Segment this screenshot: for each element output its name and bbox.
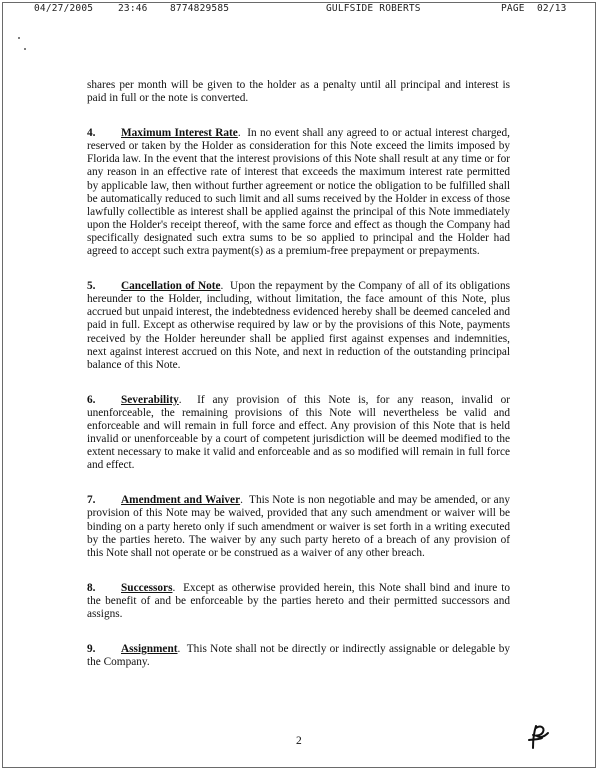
section-heading: Successors — [121, 581, 173, 594]
section-number: 6. — [87, 393, 96, 406]
section-number: 5. — [87, 280, 96, 293]
section-heading: Maximum Interest Rate — [121, 127, 238, 140]
fax-page-label: PAGE — [501, 3, 525, 14]
section-paragraph: 4. Maximum Interest Rate. In no event shall any agreed to or actual interest charged, reserved or taken by the Holder as consideration for this Note exceed the limits imposed by Florida law. In the event that the interest provisions of this Note shall result at any time or for any reason in an effective rate of interest that exceeds the maximum interest rate permitted by applicable law, then without further agreement or notice the obligation to be fulfilled shall be automatically reduced to such limit and all sums received by the Holder in excess of those lawfully collectible as interest shall be applied against the principal of this Note immediately upon the Holder's receipt thereof, with the same force and effect as though the Company had specifically designated such extra sums to be so applied to principal and the Holder had agreed to accept such extra payment(s) as a premium-free prepayment or prepayments. — [87, 127, 510, 258]
section-number: 4. — [87, 127, 96, 140]
handwritten-initials — [524, 722, 550, 750]
section-text: This Note is non negotiable and may be amended, or any provision of this Note may be waived, provided that any such amendment or waiver will be binding on a party hereto only if such amendment or waiver is set forth in a writing executed by the parties hereto. The waiver by any such party hereto of a breach of any provision of this Note shall not operate or be construed as a waiver of any other breach. — [87, 494, 510, 559]
section-number: 8. — [87, 581, 96, 594]
sections-list — [87, 127, 510, 669]
section-paragraph: 7. Amendment and Waiver. This Note is non negotiable and may be amended, or any provision of this Note may be waived, provided that any such amendment or waiver will be binding on a party hereto only if such amendment or waiver is set forth in a writing executed by the parties hereto. The waiver by any such party hereto of a breach of any provision of this Note shall not operate or be construed as a waiver of any other breach. — [87, 494, 510, 559]
section-heading: Assignment — [121, 643, 178, 656]
scan-speck — [24, 48, 26, 50]
section-paragraph: 8. Successors. Except as otherwise provided herein, this Note shall bind and inure to the benefit of and be enforceable by the parties hereto and their permitted successors and assigns. — [87, 581, 510, 620]
document-body — [87, 79, 510, 669]
fax-page-number: 02/13 — [537, 3, 567, 14]
section-heading: Cancellation of Note — [121, 280, 221, 293]
fax-header — [0, 0, 600, 14]
section-text: Except as otherwise provided herein, this Note shall bind and inure to the benefit of and be enforceable by the parties hereto and their permitted successors and assigns. — [87, 581, 510, 620]
fax-sender: GULFSIDE ROBERTS — [326, 3, 421, 14]
fax-time: 23:46 — [118, 3, 148, 14]
section-paragraph: 9. Assignment. This Note shall not be directly or indirectly assignable or delegable by the Company. — [87, 643, 510, 669]
scan-speck — [18, 37, 20, 39]
section-heading: Severability — [121, 393, 179, 406]
section-paragraph: 5. Cancellation of Note. Upon the repayment by the Company of all of its obligations hereunder to the Holder, including, without limitation, the face amount of this Note, plus accrued but unpaid interest, the indebtedness evidenced hereby shall be deemed canceled and paid in full. Except as otherwise required by law or by the provisions of this Note, payments received by the Holder hereunder shall be applied first against expenses and indemnities, next against interest accrued on this Note, and next in reduction of the outstanding principal balance of this Note. — [87, 280, 510, 371]
section-paragraph: 6. Severability. If any provision of this Note is, for any reason, invalid or unenforceable, the remaining provisions of this Note will nevertheless be valid and enforceable and will remain in full force and effect. Any provision of this Note that is held invalid or unenforceable by a court of competent jurisdiction will be deemed modified to the extent necessary to make it valid and enforceable and as so modified will remain in full force and effect. — [87, 393, 510, 472]
page-number: 2 — [296, 735, 302, 747]
opening-paragraph: shares per month will be given to the holder as a penalty until all principal and interest is paid in full or the note is converted. — [87, 79, 510, 105]
section-text: In no event shall any agreed to or actual interest charged, reserved or taken by the Holder as consideration for this Note exceed the limits imposed by Florida law. In the event that the interest provisions of this Note shall result at any time or for any reason in an effective rate of interest that exceeds the maximum interest rate permitted by applicable law, then without further agreement or notice the obligation to be fulfilled shall be automatically reduced to such limit and all sums received by the Holder in excess of those lawfully collectible as interest shall be applied against the principal of this Note immediately upon the Holder's receipt thereof, with the same force and effect as though the Company had specifically designated such extra sums to be so applied to principal and the Holder had agreed to accept such extra payment(s) as a premium-free prepayment or prepayments. — [87, 127, 510, 258]
section-number: 7. — [87, 494, 96, 507]
section-heading: Amendment and Waiver — [121, 494, 241, 507]
section-text: If any provision of this Note is, for any reason, invalid or unenforceable, the remaining provisions of this Note will nevertheless be valid and enforceable and will remain in full force and effect. Any provision of this Note that is held invalid or unenforceable by a court of competent jurisdiction will be deemed modified to the extent necessary to make it valid and enforceable and as so modified will remain in full force and effect. — [87, 393, 510, 472]
section-number: 9. — [87, 643, 96, 656]
fax-phone-number: 8774829585 — [170, 3, 230, 14]
fax-date: 04/27/2005 — [34, 3, 94, 14]
section-text: This Note shall not be directly or indirectly assignable or delegable by the Company. — [87, 643, 510, 669]
section-text: Upon the repayment by the Company of all of its obligations hereunder to the Holder, including, without limitation, the face amount of this Note, plus accrued but unpaid interest, the indebtedness evidenced hereby shall be deemed canceled and paid in full. Except as otherwise required by law or by the provisions of this Note, payments received by the Holder hereunder shall be applied first against expenses and indemnities, next against interest accrued on this Note, and next in reduction of the outstanding principal balance of this Note. — [87, 280, 510, 371]
